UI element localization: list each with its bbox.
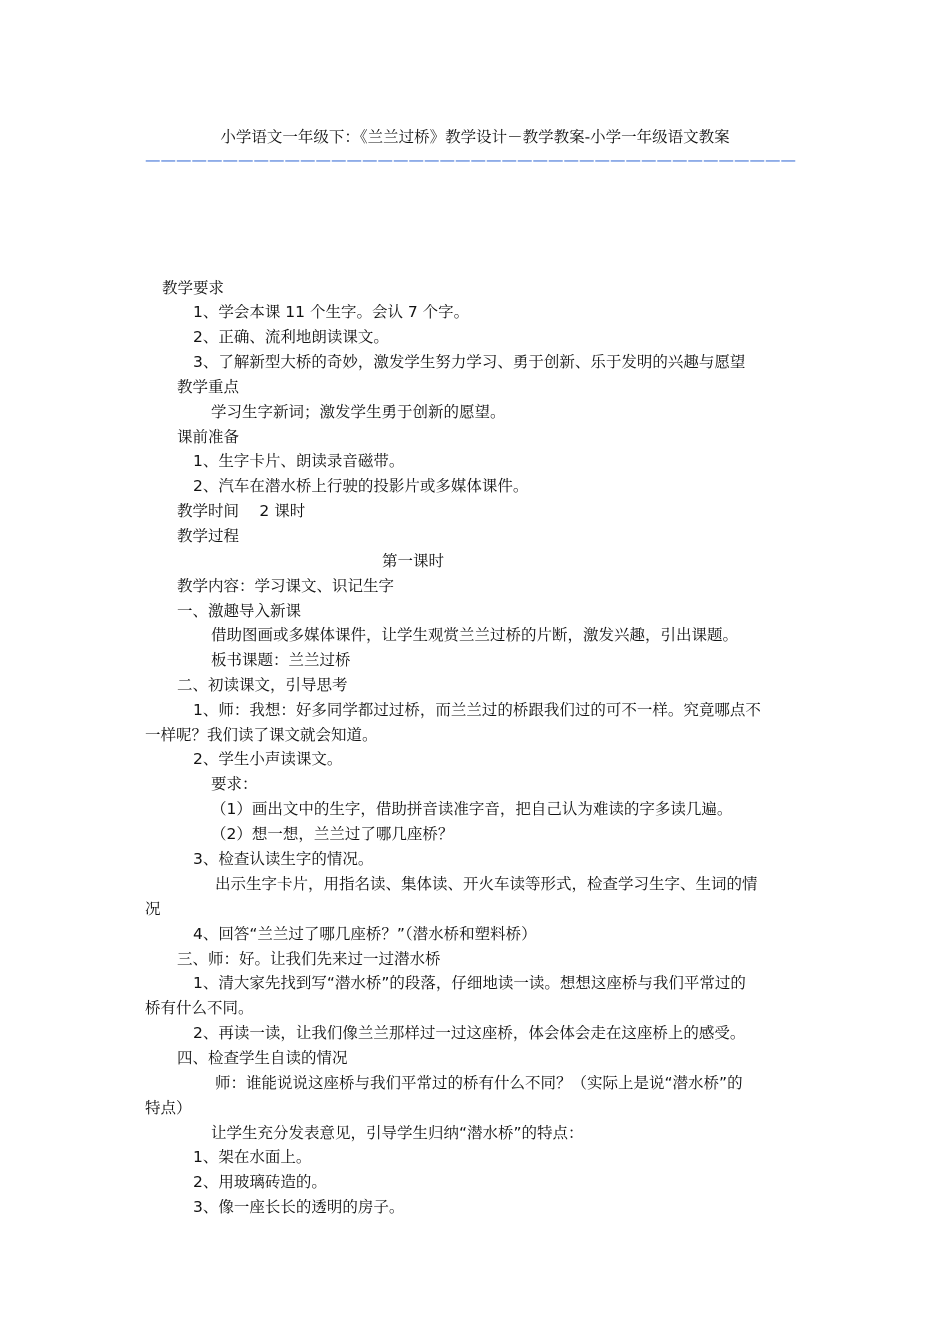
header-divider: —————————————————————————————————————————— <box>145 151 796 169</box>
paragraph: 桥有什么不同。 <box>145 999 254 1017</box>
section-heading: 教学时间 2 课时 <box>177 502 306 520</box>
paragraph: 借助图画或多媒体课件，让学生观赏兰兰过桥的片断，激发兴趣，引出课题。 <box>211 626 739 644</box>
section-heading: 一、激趣导入新课 <box>177 602 302 620</box>
list-item: 4、回答“兰兰过了哪几座桥？”（潜水桥和塑料桥） <box>193 925 537 943</box>
paragraph: 教学内容：学习课文、识记生字 <box>177 577 395 595</box>
list-item: （2）想一想，兰兰过了哪几座桥？ <box>211 825 454 843</box>
paragraph: 师：谁能说说这座桥与我们平常过的桥有什么不同？（实际上是说“潜水桥”的 <box>215 1074 743 1092</box>
paragraph: 2、再读一读，让我们像兰兰那样过一过这座桥，体会体会走在这座桥上的感受。 <box>193 1024 746 1042</box>
paragraph: 况 <box>145 900 161 918</box>
paragraph: 1、清大家先找到写“潜水桥”的段落，仔细地读一读。想想这座桥与我们平常过的 <box>193 974 746 992</box>
list-item: 3、检查认读生字的情况。 <box>193 850 374 868</box>
list-item: 3、像一座长长的透明的房子。 <box>193 1198 405 1216</box>
document-title: 小学语文一年级下：《兰兰过桥》教学设计－教学教案-小学一年级语文教案 <box>220 128 730 146</box>
section-heading: 三、师：好。让我们先来过一过潜水桥 <box>177 950 441 968</box>
section-heading: 教学过程 <box>177 527 240 545</box>
paragraph: 要求： <box>211 775 258 793</box>
list-item: 2、用玻璃砖造的。 <box>193 1173 327 1191</box>
paragraph: 学习生字新词；激发学生勇于创新的愿望。 <box>211 403 506 421</box>
lesson-heading: 第一课时 <box>382 552 445 570</box>
section-heading: 四、检查学生自读的情况 <box>177 1049 348 1067</box>
section-heading: 教学重点 <box>177 378 240 396</box>
paragraph: 一样呢？我们读了课文就会知道。 <box>145 726 378 744</box>
list-item: 2、正确、流利地朗读课文。 <box>193 328 389 346</box>
list-item: 1、学会本课 11 个生字。会认 7 个字。 <box>193 303 470 321</box>
paragraph: 1、师：我想：好多同学都过过桥，而兰兰过的桥跟我们过的可不一样。究竟哪点不 <box>193 701 761 719</box>
list-item: 1、架在水面上。 <box>193 1148 312 1166</box>
paragraph: 让学生充分发表意见，引导学生归纳“潜水桥”的特点： <box>211 1124 584 1142</box>
list-item: （1）画出文中的生字，借助拼音读准字音，把自己认为难读的字多读几遍。 <box>211 800 733 818</box>
paragraph: 板书课题：兰兰过桥 <box>211 651 351 669</box>
section-heading: 课前准备 <box>177 428 240 446</box>
section-heading: 二、初读课文，引导思考 <box>177 676 348 694</box>
section-heading: 教学要求 <box>162 279 225 297</box>
list-item: 1、生字卡片、朗读录音磁带。 <box>193 452 405 470</box>
list-item: 2、汽车在潜水桥上行驶的投影片或多媒体课件。 <box>193 477 529 495</box>
list-item: 2、学生小声读课文。 <box>193 750 343 768</box>
list-item: 3、了解新型大桥的奇妙，激发学生努力学习、勇于创新、乐于发明的兴趣与愿望 <box>193 353 746 371</box>
paragraph: 特点） <box>145 1099 192 1117</box>
paragraph: 出示生字卡片，用指名读、集体读、开火车读等形式，检查学习生字、生词的情 <box>215 875 758 893</box>
